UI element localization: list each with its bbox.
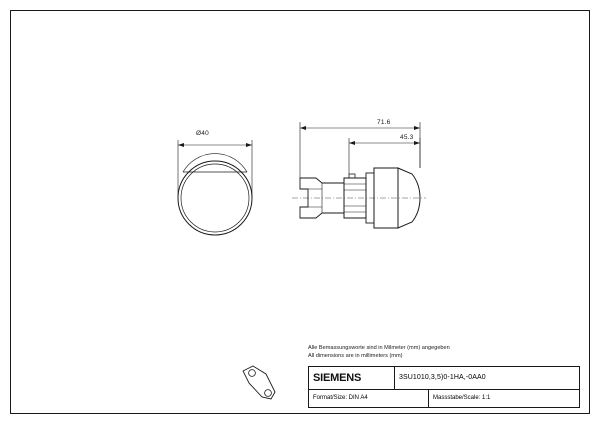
scale-label: Massstabe/Scale: 1:1 (433, 395, 491, 402)
front-view-round-button (178, 154, 252, 235)
side-view-button-assembly (292, 168, 426, 228)
dimension-notes (308, 344, 583, 360)
dimension-label-diameter: Ø40 (196, 130, 209, 137)
format-size-label: Format/Size: DIN A4 (309, 390, 429, 407)
note-line-de: Alle Bemassungsworte sind in Milmeter (mm) angegeben (308, 345, 450, 351)
title-block (308, 366, 580, 408)
dimension-label-total-length: 71.6 (377, 119, 391, 126)
article-number: 3SU1010,3,5)0-1HA,-0AA0 (395, 367, 579, 390)
dimension-diameter (178, 140, 252, 198)
detail-view-key-tool (243, 366, 275, 399)
note-line-en: All dimensions are in millimeters (mm) (308, 353, 403, 360)
dimension-partial-length (349, 138, 420, 174)
dimension-label-partial-length: 45.3 (400, 134, 414, 141)
manufacturer-logo: SIEMENS (309, 367, 395, 390)
